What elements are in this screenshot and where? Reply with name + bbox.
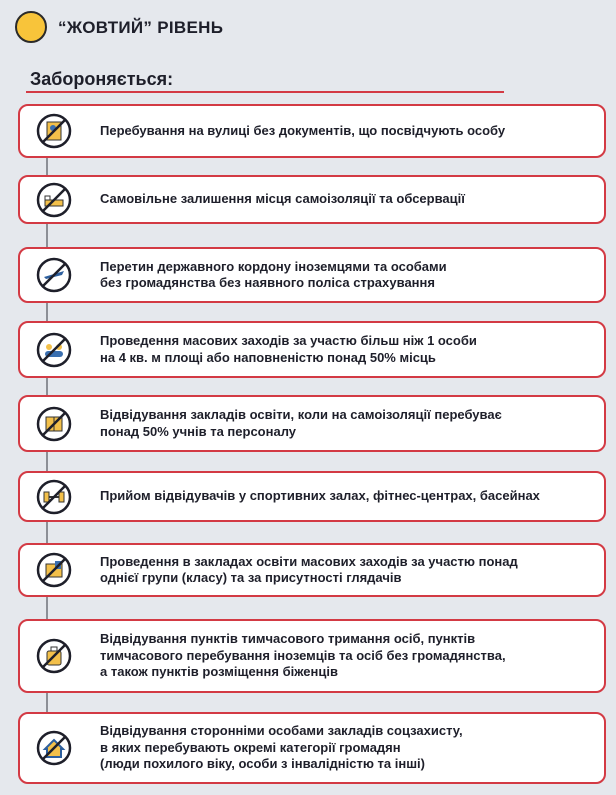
crowd-icon bbox=[36, 332, 72, 368]
restriction-card bbox=[18, 395, 606, 452]
school-board-icon bbox=[36, 552, 72, 588]
restriction-card bbox=[18, 104, 606, 158]
airplane-icon bbox=[36, 257, 72, 293]
restriction-text: Самовільне залишення місця самоізоляції та обсервації bbox=[100, 191, 465, 207]
dumbbell-icon bbox=[36, 479, 72, 515]
restriction-text: Відвідування пунктів тимчасового тримання осіб, пунктів тимчасового перебування іноземців та осіб без громадянства, а також пунктів розміщення біженців bbox=[100, 631, 506, 680]
restriction-card bbox=[18, 543, 606, 597]
section-divider bbox=[26, 91, 504, 93]
restriction-text: Прийом відвідувачів у спортивних залах, фітнес-центрах, басейнах bbox=[100, 488, 540, 504]
book-icon bbox=[36, 406, 72, 442]
id-document-icon bbox=[36, 113, 72, 149]
restriction-text: Відвідування сторонніми особами закладів соцзахисту, в яких перебувають окремі категорії громадян (люди похилого віку, особи з інвалідністю та інші) bbox=[100, 723, 463, 772]
restriction-text: Відвідування закладів освіти, коли на самоізоляції перебуває понад 50% учнів та персоналу bbox=[100, 407, 502, 439]
restriction-text: Проведення масових заходів за участю більш ніж 1 особи на 4 кв. м площі або наповненістю понад 50% місць bbox=[100, 333, 477, 365]
restriction-text: Перетин державного кордону іноземцями та особами без громадянства без наявного поліса страхування bbox=[100, 258, 447, 290]
restriction-card bbox=[18, 471, 606, 522]
restriction-card bbox=[18, 619, 606, 693]
restriction-card bbox=[18, 712, 606, 784]
restriction-card bbox=[18, 321, 606, 378]
yellow-level-indicator bbox=[15, 11, 47, 43]
restriction-text: Проведення в закладах освіти масових заходів за участю понад однієї групи (класу) та за присутності глядачів bbox=[100, 553, 518, 585]
restriction-card bbox=[18, 247, 606, 303]
restriction-text: Перебування на вулиці без документів, що посвідчують особу bbox=[100, 122, 506, 138]
level-title: “ЖОВТИЙ” РІВЕНЬ bbox=[58, 18, 224, 37]
bed-icon bbox=[36, 182, 72, 218]
luggage-icon bbox=[36, 638, 72, 674]
house-icon bbox=[36, 730, 72, 766]
restriction-card bbox=[18, 175, 606, 224]
section-title: Забороняється: bbox=[30, 69, 174, 89]
